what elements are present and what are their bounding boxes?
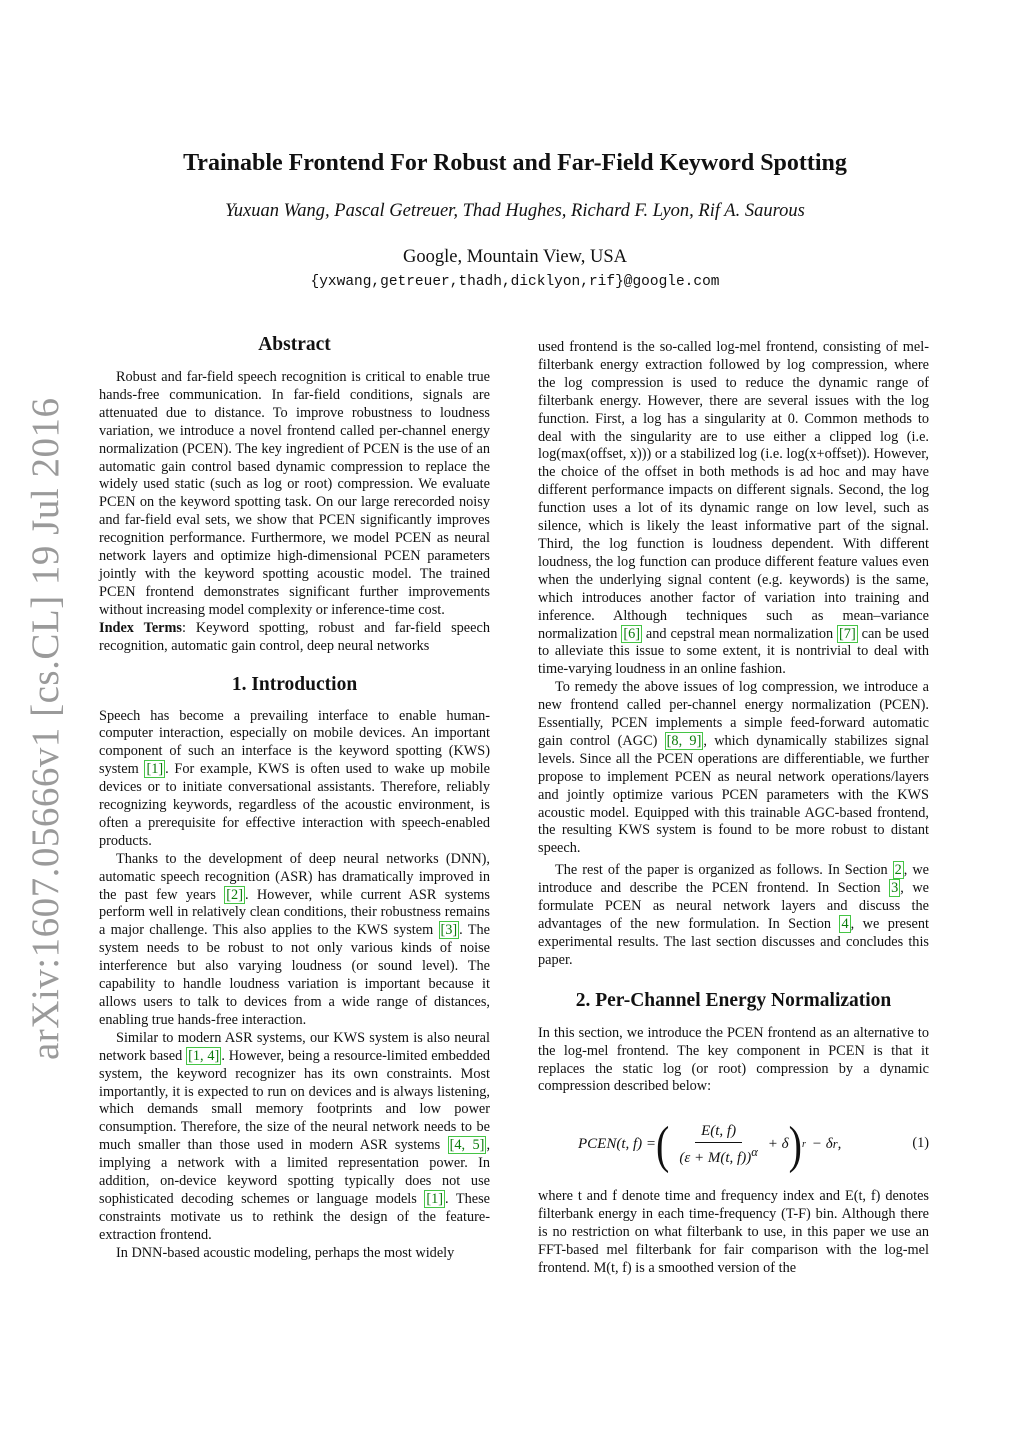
intro-paragraph-7: The rest of the paper is organized as follows. In Section 2 , we introduce and describe the PCEN frontend. In Section 3 , we formulate PCEN as neural network layers and discuss the advantages of the new formulation. In Section 4 , we present experimental results. The last section discusses and concludes this paper. (538, 862, 929, 968)
right-paren: ) (788, 1115, 802, 1174)
pcen-paragraph-1: In this section, we introduce the PCEN frontend as an alternative to the log-mel frontend. The key component in PCEN is that it replaces the static log (or root) compression by a dynamic compression described below: (538, 1024, 929, 1095)
eq-numerator: E(t, f) (695, 1123, 742, 1143)
intro-paragraph-5: used frontend is the so-called log-mel frontend, consisting of mel-filterbank energy extraction followed by log compression, where the log compression is used to reduce the dynamic range of filterbank energy. However, there are several issues with the log function. First, a log has a singularity at 0. Common methods to deal with the singularity are to use either a clipped log (i.e. log(max(offset, x))) or a stabilized log (i.e. log(x+offset)). However, the choice of the offset in both methods is ad hoc and may have different performance impacts on different signals. Second, the log function uses a lot of its dynamic range on low level, such as silence, which is likely the least informative part of the signal. Third, the log function is loudness dependent. With different loudness, the log function can produce different feature values even when the underlying signal content (e.g. keywords) is the same, which introduces another factor of variation into training and inference. Although techniques such as mean–variance normalization [6] and cepstral mean normalization [7] can be used to alleviate this issue to some extent, it is nontrivial to deal with time-varying loudness in an online fashion. (538, 339, 929, 678)
abstract-heading: Abstract (258, 334, 331, 355)
intro-paragraph-2: Thanks to the development of deep neural networks (DNN), automatic speech recognition (ASR) has dramatically improved in the past few years [2] . However, while current ASR systems perform well in relatively clean conditions, their robustness remains a major challenge. This also applies to the KWS system [3] . The system needs to be robust to not only various kinds of noise interference but also varying loudness (or sound level). The capability to handle loudness variation is important because it allows users to talk to devices from a wide range of distances, enabling true hands-free interaction. (99, 850, 490, 1028)
section-link[interactable]: 4 (841, 916, 849, 932)
equation-1 (538, 1114, 929, 1176)
paper-title: Trainable Frontend For Robust and Far-Field Keyword Spotting (183, 150, 847, 176)
citation-link[interactable]: [1] (426, 1190, 444, 1207)
citation-link[interactable]: [3] (440, 922, 458, 939)
intro-paragraph-4: In DNN-based acoustic modeling, perhaps the most widely (116, 1244, 455, 1261)
citation-link[interactable]: [6] (623, 625, 640, 642)
author-list: Yuxuan Wang, Pascal Getreuer, Thad Hughes, Richard F. Lyon, Rif A. Saurous (225, 201, 805, 221)
eq-denominator: (ε + M(t, f))$^\alpha$ (679, 1144, 758, 1166)
index-terms-label: Index Terms (99, 619, 182, 636)
pcen-paragraph-2: where t and f denote time and frequency index and E(t, f) denotes filterbank energy in each time-frequency (T-F) bin. Although there is no restriction on what filterbank to use, in this paper we use an FFT-based mel filterbank for fair comparison with the log-mel frontend. M(t, f) is a smoothed version of the (538, 1188, 929, 1276)
eq-lhs: PCEN(t, f) = (578, 1136, 657, 1153)
citation-link[interactable]: [8, 9] (666, 732, 702, 749)
index-terms-text: : Keyword spotting, robust and far-field speech recognition, automatic gain control, deep neural networks (99, 619, 490, 654)
intro-paragraph-6: To remedy the above issues of log compression, we introduce a new frontend called per-channel energy normalization (PCEN). Essentially, PCEN implements a simple feed-forward automatic gain control (AGC) [8, 9] , which dynamically stabilizes signal levels. Since all the PCEN operations are differentiable, we further propose to implement PCEN as neural network operations/layers and jointly optimize various PCEN parameters with the KWS acoustic model. Equipped with this trainable AGC-based frontend, the resulting KWS system is found to be more robust to distant speech. (538, 679, 929, 857)
eq-plus-delta: + δ (767, 1136, 789, 1153)
citation-link[interactable]: [4, 5] (449, 1137, 485, 1154)
intro-paragraph-3: Similar to modern ASR systems, our KWS system is also neural network based [1, 4] . However, being a resource-limited embedded system, the keyword recognizer has its own constraints. Most importantly, it is expected to run on devices and is always listening, which demands small memory footprints and low power consumption. Therefore, the size of the neural network needs to be much smaller than those used in modern ASR systems [4, 5] , implying a network with a limited representation power. In addition, on-device keyword spotting typically does not use sophisticated decoding schemes or language models [1] . These constraints motivate us to rethink the design of the feature-extraction frontend. (99, 1029, 491, 1243)
left-column (99, 334, 490, 1263)
eq-fraction (673, 1123, 763, 1168)
equation-number: (1) (912, 1135, 929, 1152)
right-column (538, 339, 929, 1278)
citation-link[interactable]: [7] (839, 625, 856, 642)
abstract-body: Robust and far-field speech recognition is critical to enable true hands-free communication. In far-field conditions, signals are attenuated due to distance. To improve robustness to loudness variation, we introduce a novel frontend called per-channel energy normalization (PCEN). The key ingredient of PCEN is the use of an automatic gain control based dynamic compression to replace the widely used static (such as log or root) compression. We evaluate PCEN on the keyword spotting task. On our large rerecorded noisy and far-field eval sets, we show that PCEN significantly improves recognition performance. Furthermore, we model PCEN as neural network layers and optimize high-dimensional PCEN parameters jointly with the keyword spotting acoustic model. The trained PCEN frontend demonstrates significant further improvements without increasing model complexity or inference-time cost. (99, 369, 490, 618)
eq-alpha: α (751, 1144, 758, 1159)
section-heading-introduction: 1. Introduction (231, 673, 358, 695)
citation-link[interactable]: [2] (226, 886, 243, 903)
citation-link[interactable]: [1] (146, 761, 164, 778)
section-heading-pcen: 2. Per-Channel Energy Normalization (575, 989, 892, 1011)
eq-outer-exponent: r (801, 1139, 806, 1151)
section-link[interactable]: 3 (891, 880, 899, 897)
arxiv-watermark: arXiv:1607.05666v1 [cs.CL] 19 Jul 2016 (24, 397, 67, 1060)
citation-link[interactable]: [1, 4] (188, 1047, 220, 1064)
left-paren: ( (656, 1115, 670, 1174)
pcen-formula: PCEN(t, f) = ( $\frac{E(t, f)}{(\varepsilon + M(t, f))^\alpha}$ + δ ) r − δ r , (578, 1115, 842, 1174)
eq-tail-exponent: r (832, 1137, 838, 1152)
section-link[interactable]: 2 (894, 862, 902, 879)
eq-tail: − δ (811, 1136, 833, 1153)
index-terms (99, 620, 490, 656)
intro-paragraph-1: Speech has become a prevailing interface to enable human-computer interaction, especially on mobile devices. An important component of such an interface is the keyword spotting (KWS) system [1] . For example, KWS is often used to wake up mobile devices or to initiate conversational assistants. Therefore, reliably recognizing keywords, regardless of the acoustic environment, is often a prerequisite for effective interaction with speech-enabled products. (99, 707, 490, 849)
author-emails: {yxwang,getreuer,thadh,dicklyon,rif}@google.com (310, 274, 720, 290)
affiliation: Google, Mountain View, USA (403, 247, 627, 267)
